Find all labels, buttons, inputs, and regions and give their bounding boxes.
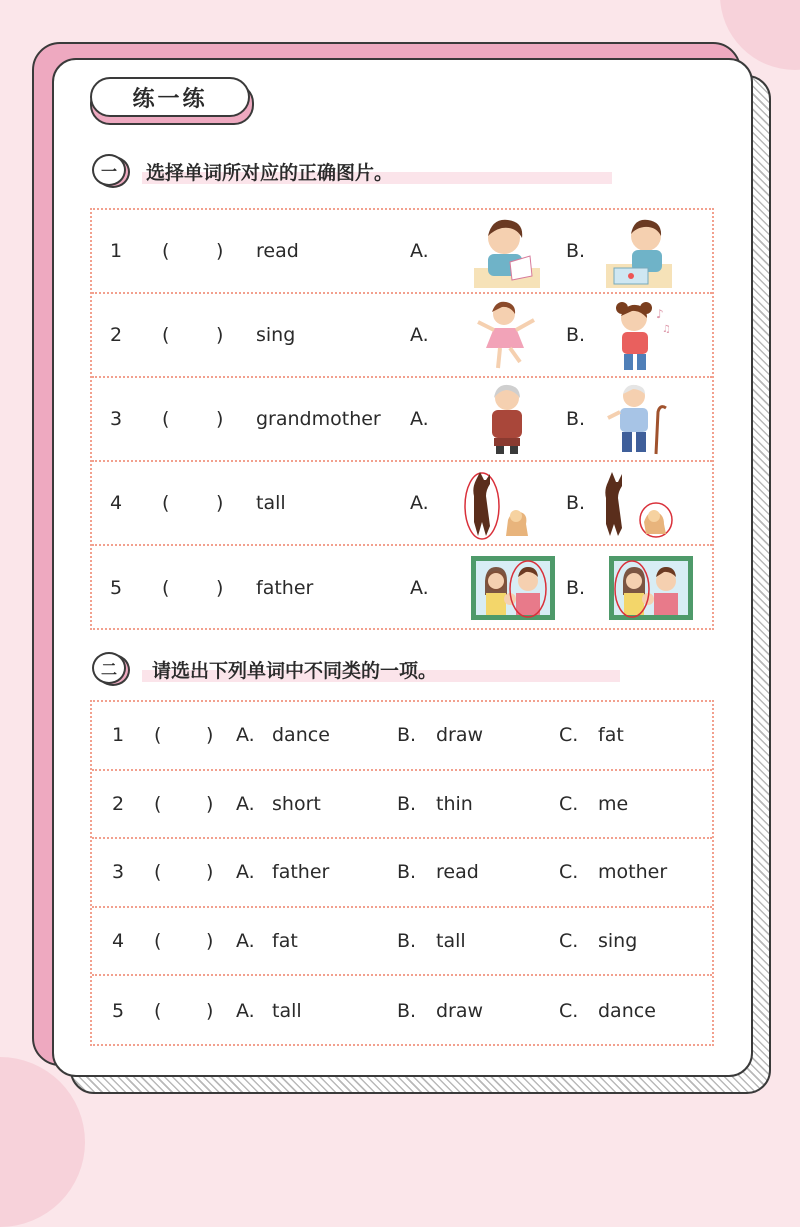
row-number: 5	[110, 577, 123, 599]
paren-close: )	[216, 408, 224, 430]
row-number: 2	[112, 792, 125, 815]
option-c-word: sing	[598, 930, 638, 953]
row-number: 4	[110, 492, 123, 514]
section-number: 一	[92, 154, 126, 186]
paren-close: )	[206, 792, 214, 815]
boy-drawing-icon[interactable]	[604, 214, 674, 288]
paren-close: )	[216, 577, 224, 599]
option-b-label: B.	[566, 577, 586, 599]
section-1-table	[90, 208, 714, 630]
option-a-word: dance	[272, 724, 330, 747]
paren-close: )	[206, 999, 214, 1022]
paren-open: (	[154, 861, 162, 884]
paren-open: (	[154, 724, 162, 747]
title-badge	[90, 77, 252, 123]
option-a-label: A.	[410, 492, 429, 514]
paren-open: (	[154, 792, 162, 815]
paren-close: )	[206, 861, 214, 884]
option-b-label: B.	[397, 930, 417, 953]
section-2-header	[92, 650, 632, 690]
grandfather-icon[interactable]	[604, 382, 674, 456]
option-c-label: C.	[559, 930, 579, 953]
word: tall	[256, 492, 286, 514]
option-b-word: thin	[436, 792, 473, 815]
option-a-label: A.	[410, 240, 429, 262]
row-number: 3	[110, 408, 123, 430]
option-c-label: C.	[559, 999, 579, 1022]
option-b-word: read	[436, 861, 479, 884]
option-c-label: C.	[559, 724, 579, 747]
word: father	[256, 577, 314, 599]
table-row	[92, 210, 712, 294]
grandmother-icon[interactable]	[472, 382, 542, 456]
option-c-label: C.	[559, 792, 579, 815]
row-number: 3	[112, 861, 125, 884]
row-number: 4	[112, 930, 125, 953]
section-1-header	[92, 152, 632, 192]
word: read	[256, 240, 299, 262]
paren-open: (	[154, 999, 162, 1022]
table-row	[92, 702, 712, 771]
option-b-word: draw	[436, 999, 484, 1022]
paren-close: )	[206, 724, 214, 747]
row-number: 2	[110, 324, 123, 346]
paren-open: (	[154, 930, 162, 953]
section-1-badge	[92, 154, 128, 184]
option-a-label: A.	[236, 999, 255, 1022]
table-row	[92, 771, 712, 840]
option-b-label: B.	[397, 792, 417, 815]
option-b-label: B.	[397, 999, 417, 1022]
option-c-word: me	[598, 792, 629, 815]
row-number: 1	[112, 724, 125, 747]
paren-open: (	[162, 240, 170, 262]
tall-dog-circled-icon[interactable]	[462, 466, 532, 540]
option-b-label: B.	[397, 724, 417, 747]
svg-text:♫: ♫	[662, 324, 671, 335]
girl-singing-icon[interactable]	[604, 298, 674, 372]
option-a-label: A.	[410, 324, 429, 346]
word: grandmother	[256, 408, 381, 430]
option-b-label: B.	[397, 861, 417, 884]
svg-text:♪: ♪	[656, 307, 664, 321]
option-c-word: mother	[598, 861, 668, 884]
word: sing	[256, 324, 296, 346]
option-a-label: A.	[410, 408, 429, 430]
option-c-word: dance	[598, 999, 656, 1022]
table-row	[92, 294, 712, 378]
section-2-table	[90, 700, 714, 1046]
page-title: 练一练	[90, 77, 250, 117]
family-photo-mother-circled-icon[interactable]	[608, 555, 694, 621]
girl-dancing-icon[interactable]	[472, 298, 542, 372]
option-a-label: A.	[236, 792, 255, 815]
paren-close: )	[216, 324, 224, 346]
section-number: 二	[92, 652, 126, 684]
row-number: 5	[112, 999, 125, 1022]
paren-close: )	[216, 240, 224, 262]
option-c-label: C.	[559, 861, 579, 884]
paren-close: )	[206, 930, 214, 953]
family-photo-father-circled-icon[interactable]	[470, 555, 556, 621]
option-b-label: B.	[566, 324, 586, 346]
section-2-badge	[92, 652, 128, 682]
option-a-label: A.	[410, 577, 429, 599]
option-b-word: tall	[436, 930, 466, 953]
small-dog-circled-icon[interactable]	[604, 466, 674, 540]
section-2-heading: 请选出下列单词中不同类的一项。	[152, 660, 438, 682]
option-b-word: draw	[436, 724, 484, 747]
option-a-word: father	[272, 861, 330, 884]
row-number: 1	[110, 240, 123, 262]
table-row	[92, 976, 712, 1045]
table-row	[92, 462, 712, 546]
boy-reading-icon[interactable]	[472, 214, 542, 288]
table-row	[92, 839, 712, 908]
option-a-label: A.	[236, 861, 255, 884]
option-b-label: B.	[566, 240, 586, 262]
table-row	[92, 546, 712, 630]
paren-open: (	[162, 324, 170, 346]
option-b-label: B.	[566, 492, 586, 514]
paren-open: (	[162, 408, 170, 430]
table-row	[92, 908, 712, 977]
option-a-word: short	[272, 792, 321, 815]
option-c-word: fat	[598, 724, 624, 747]
section-1-heading: 选择单词所对应的正确图片。	[146, 162, 394, 184]
option-a-word: fat	[272, 930, 298, 953]
table-row	[92, 378, 712, 462]
option-a-label: A.	[236, 930, 255, 953]
paren-open: (	[162, 577, 170, 599]
paren-close: )	[216, 492, 224, 514]
paren-open: (	[162, 492, 170, 514]
option-b-label: B.	[566, 408, 586, 430]
corner-decoration	[0, 1057, 85, 1227]
option-a-label: A.	[236, 724, 255, 747]
option-a-word: tall	[272, 999, 302, 1022]
